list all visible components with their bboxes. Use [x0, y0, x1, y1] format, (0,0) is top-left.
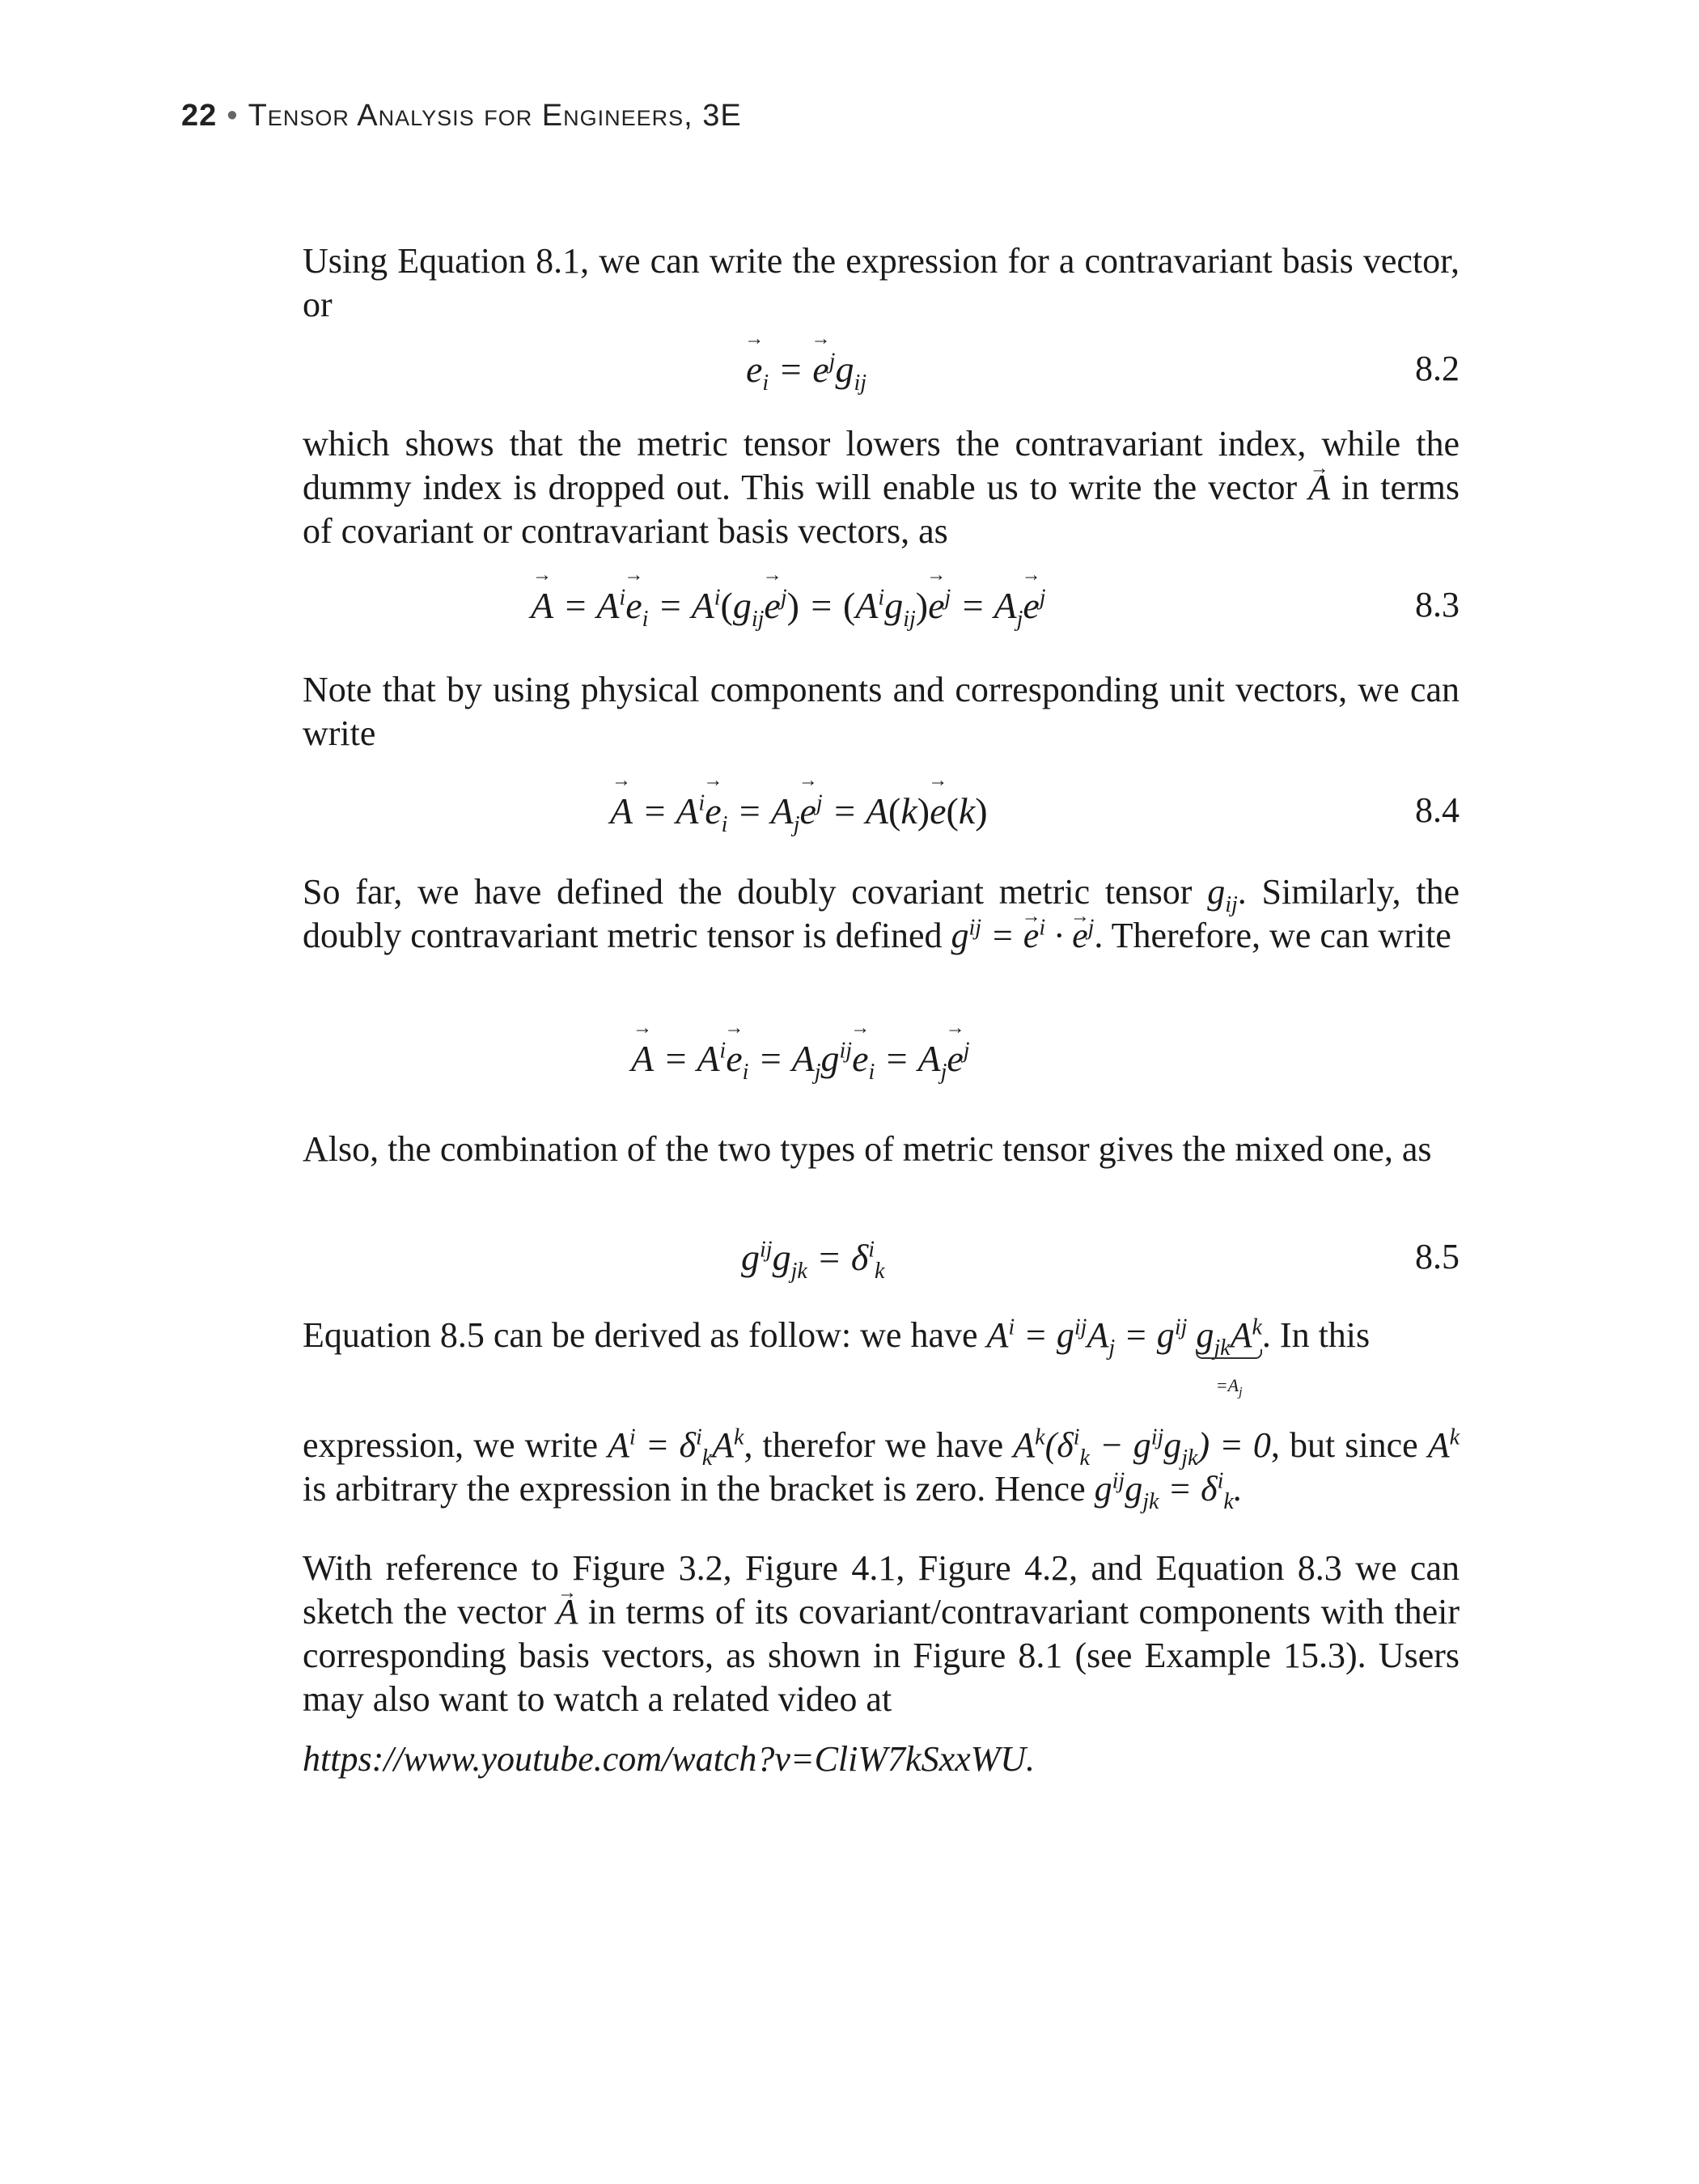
equation-number: 8.2	[1415, 349, 1460, 388]
equation-number: 8.5	[1415, 1237, 1460, 1276]
paragraph-4	[303, 870, 1460, 958]
paragraph-8-text-a: With reference to Figure 3.2, Figure 4.1, Figure 4.2, and Equation 8.3 we can sketch the vector	[303, 1548, 1460, 1632]
paragraph-3: Note that by using physical components and corresponding unit vectors, we can write	[303, 670, 1460, 753]
paragraph-4-text-a: So far, we have defined the doubly covariant metric tensor	[303, 872, 1193, 912]
paragraph-1: Using Equation 8.1, we can write the expression for a contravariant basis vector, or	[303, 241, 1460, 324]
equation-8-3-expression: → $A = A^i\to e_i = A^i(g_{ij}\to e^j) = (A^ig_{ij})\to e^j = A_j\to e^j$	[531, 584, 1046, 627]
paragraph-8	[303, 1547, 1460, 1721]
equation-8-5-expression: $g^{ij}g_{jk} = \delta^i_k$	[741, 1237, 885, 1285]
equation-unnumbered	[303, 1037, 1460, 1094]
paragraph-7	[303, 1424, 1460, 1514]
equation-8-2	[303, 348, 1460, 404]
equation-number: 8.3	[1415, 585, 1460, 624]
book-title: Tensor Analysis for Engineers, 3E	[248, 99, 742, 133]
paragraph-7-text-a: expression, we write	[303, 1425, 598, 1465]
paragraph-6-text-a: Equation 8.5 can be derived as follow: we have	[303, 1315, 978, 1355]
paragraph-2	[303, 422, 1460, 553]
equation-8-4	[303, 789, 1460, 846]
paragraph-7-text-b: , therefor we have	[744, 1425, 1004, 1465]
symbol-ak: $A^k$	[1427, 1424, 1460, 1465]
expression-ai-delta: $A^i = \delta^i_kA^k$	[608, 1424, 744, 1471]
paragraph-8-text-b: in terms of its covariant/contravariant components with their corresponding basis vectors, as shown in Figure 8.1 (see Example 15.3). Users may also want to watch a related video at	[303, 1592, 1460, 1719]
equation-8-2-expression: → $e_i$ = → $e^jg_{ij}$	[746, 348, 866, 391]
expression-bracket: $A^k(\delta^i_k - g^{ij}g_{jk}) = 0$	[1013, 1424, 1271, 1471]
equation-number: 8.4	[1415, 790, 1460, 830]
header-separator: •	[227, 99, 239, 133]
derivation-expression: $A^i = g^{ij}A_j = g^{ij}$ $g_{jk}A^k$ $=A_j$	[986, 1314, 1262, 1399]
paragraph-6	[303, 1314, 1460, 1399]
running-head	[181, 99, 742, 133]
underbrace-term: $g_{jk}A^k$ $=A_j$	[1196, 1314, 1262, 1399]
vector-A-symbol: → A	[557, 1590, 578, 1634]
metric-contravariant-definition: $g^{ij}$ = → $e^i$ · → $e^j$	[951, 916, 1095, 955]
metric-covariant-symbol: $g_{ij}$	[1207, 872, 1238, 917]
equation-8-4-expression: → $A = A^i\to e_i = A_j\to e^j = A(k)\to e(k)$	[610, 789, 988, 832]
paragraph-7-text-c: , but since	[1270, 1425, 1418, 1465]
vector-A-symbol: → A	[1308, 466, 1330, 510]
paragraph-6-text-b: . In this	[1261, 1315, 1371, 1355]
paragraph-7-text-d: is arbitrary the expression in the bracket is zero. Hence	[303, 1469, 1086, 1509]
page-number: 22	[181, 99, 218, 133]
paragraph-5: Also, the combination of the two types of metric tensor gives the mixed one, as	[303, 1129, 1432, 1169]
video-link[interactable]: https://www.youtube.com/watch?v=CliW7kSxxWU.	[303, 1739, 1036, 1779]
equation-8-5	[303, 1236, 1460, 1293]
paragraph-2-text-a: which shows that the metric tensor lowers the contravariant index, while the dummy index is dropped out. This will enable us to write the vector	[303, 424, 1460, 507]
paragraph-4-text-b: . Similarly, the doubly contravariant metric tensor is defined	[303, 872, 1460, 955]
equation-8-3	[303, 584, 1460, 641]
paragraph-2-text-b: in terms of covariant or contravariant basis vectors, as	[303, 468, 1460, 551]
expression-result: $g^{ij}g_{jk} = \delta^i_k$.	[1094, 1468, 1243, 1514]
paragraph-4-text-c: . Therefore, we can write	[1094, 916, 1451, 955]
equation-unnumbered-expression: → $A = A^i\to e_i = A_jg^{ij}\to e_i = A_j\to e^j$	[631, 1037, 970, 1080]
